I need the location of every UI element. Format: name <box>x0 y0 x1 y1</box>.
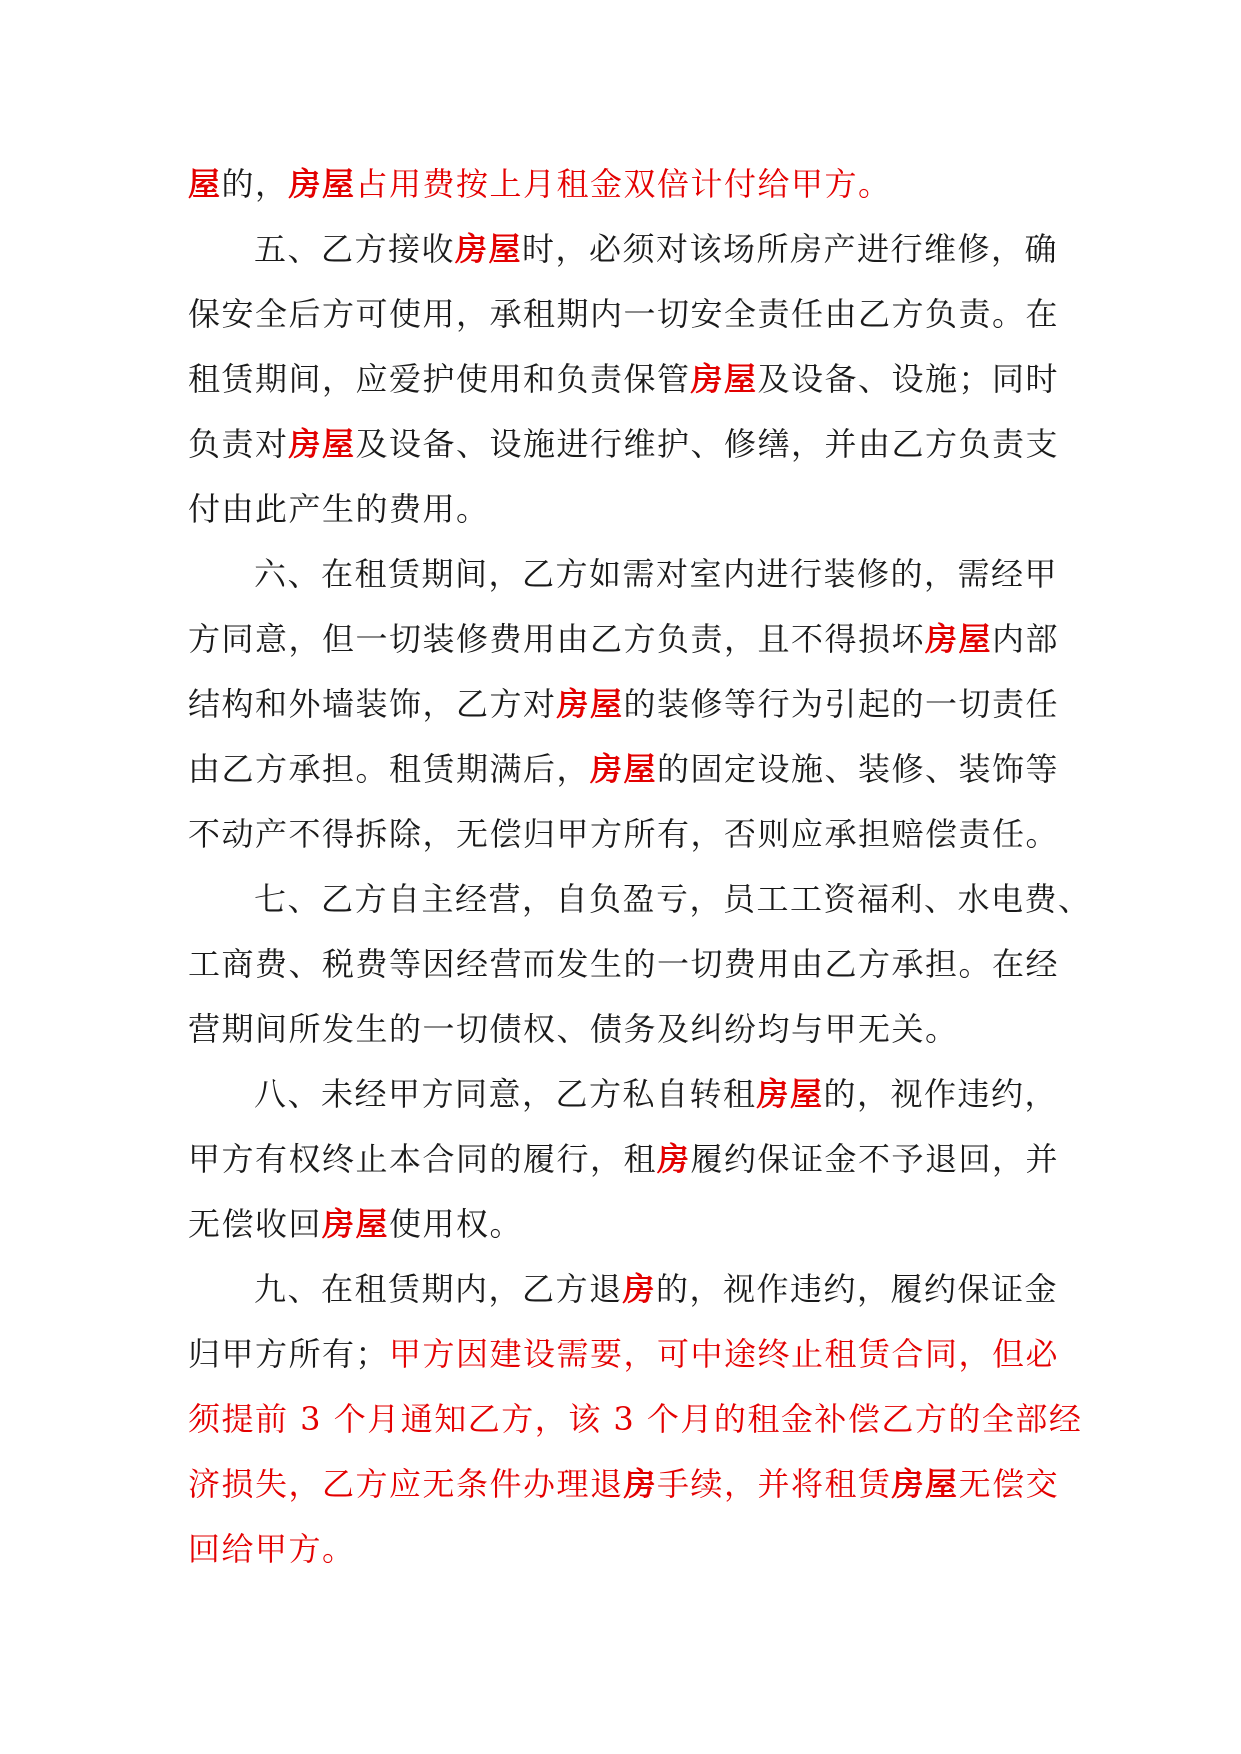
clause-5-line <box>188 217 1060 282</box>
text-line <box>188 347 1060 412</box>
highlighted-term: 房屋 <box>891 1465 959 1503</box>
text-segment: 五、乙方接收 <box>254 230 456 268</box>
highlighted-term: 屋 <box>188 165 222 203</box>
text-line <box>188 607 1060 672</box>
text-line <box>188 932 1060 997</box>
text-line <box>188 1517 1060 1582</box>
highlighted-term: 房屋 <box>455 230 523 268</box>
text-segment: 租赁期间，应爱护使用和负责保管 <box>188 360 691 398</box>
highlighted-term: 房屋 <box>690 360 758 398</box>
text-segment: 归甲方所有； <box>188 1335 390 1373</box>
highlighted-term: 房屋 <box>322 1205 390 1243</box>
text-line <box>188 1322 1060 1387</box>
highlighted-term: 房 <box>657 1140 691 1178</box>
text-line <box>188 1452 1060 1517</box>
clause-8-line <box>188 1062 1060 1127</box>
text-line <box>188 282 1060 347</box>
text-segment: 方同意，但一切装修费用由乙方负责，且不得损坏 <box>188 620 926 658</box>
text-segment: 的，视作违约， <box>823 1075 1059 1113</box>
red-text-segment: 济损失，乙方应无条件办理退 <box>188 1465 624 1503</box>
text-segment: 时，必须对该场所房产进行维修，确 <box>522 230 1059 268</box>
text-segment: 结构和外墙装饰，乙方对 <box>188 685 557 723</box>
red-text-segment: 甲方因建设需要，可中途终止租赁合同，但必 <box>389 1335 1060 1373</box>
text-segment: 履约保证金不予退回，并 <box>690 1140 1060 1178</box>
text-segment: 的，视作违约，履约保证金 <box>656 1270 1059 1308</box>
text-segment: 由乙方承担。租赁期满后， <box>188 750 591 788</box>
text-line <box>188 997 1060 1062</box>
red-text-segment: 占用费按上月租金双倍计付给甲方。 <box>355 165 892 203</box>
text-segment: 不动产不得拆除，无偿归甲方所有，否则应承担赔偿责任。 <box>188 815 1060 853</box>
text-segment: 六、在租赁期间，乙方如需对室内进行装修的，需经甲 <box>254 555 1059 593</box>
text-segment: 无偿收回 <box>188 1205 323 1243</box>
text-line <box>188 412 1060 477</box>
text-segment: 内部 <box>992 620 1060 658</box>
text-segment: 的固定设施、装修、装饰等 <box>657 750 1060 788</box>
text-segment: 工商费、税费等因经营而发生的一切费用由乙方承担。在经 <box>188 945 1060 983</box>
text-segment: 九、在租赁期内，乙方退 <box>254 1270 623 1308</box>
red-text-segment: 须提前 3 个月通知乙方，该 3 个月的租金补偿乙方的全部经 <box>188 1400 1083 1438</box>
highlighted-term: 房屋 <box>288 425 356 463</box>
highlighted-term: 房屋 <box>556 685 624 723</box>
red-text-segment: 无偿交 <box>958 1465 1060 1503</box>
text-segment: 八、未经甲方同意，乙方私自转租 <box>254 1075 757 1113</box>
text-segment: 及设备、设施；同时 <box>757 360 1060 398</box>
highlighted-term: 房 <box>622 1270 657 1308</box>
text-segment: 付由此产生的费用。 <box>188 490 490 528</box>
text-segment: 营期间所发生的一切债权、债务及纠纷均与甲无关。 <box>188 1010 959 1048</box>
text-line <box>188 1192 1060 1257</box>
text-line <box>188 1127 1060 1192</box>
text-line <box>188 477 1060 542</box>
highlighted-term: 房屋 <box>590 750 658 788</box>
text-segment: 使用权。 <box>389 1205 524 1243</box>
red-text-segment: 手续，并将租赁 <box>657 1465 892 1503</box>
document-page <box>188 152 1092 1582</box>
text-segment: 的， <box>221 165 289 203</box>
text-line <box>188 1387 1083 1452</box>
red-text-segment: 回给甲方。 <box>188 1530 356 1568</box>
highlighted-term: 房屋 <box>756 1075 824 1113</box>
text-line <box>188 737 1060 802</box>
text-segment: 保安全后方可使用，承租期内一切安全责任由乙方负责。在 <box>188 295 1060 333</box>
highlighted-term: 房屋 <box>288 165 356 203</box>
text-segment: 及设备、设施进行维护、修缮，并由乙方负责支 <box>355 425 1060 463</box>
clause-6-line <box>188 542 1060 607</box>
highlighted-term: 房 <box>623 1465 658 1503</box>
text-line <box>188 802 1060 867</box>
clause-7-line <box>188 867 1092 932</box>
clause-9-line <box>188 1257 1060 1322</box>
highlighted-term: 房屋 <box>925 620 993 658</box>
text-line <box>188 152 1060 217</box>
text-segment: 负责对 <box>188 425 289 463</box>
text-line <box>188 672 1060 737</box>
text-segment: 七、乙方自主经营，自负盈亏，员工工资福利、水电费、 <box>254 880 1092 918</box>
text-segment: 的装修等行为引起的一切责任 <box>623 685 1060 723</box>
text-segment: 甲方有权终止本合同的履行，租 <box>188 1140 658 1178</box>
